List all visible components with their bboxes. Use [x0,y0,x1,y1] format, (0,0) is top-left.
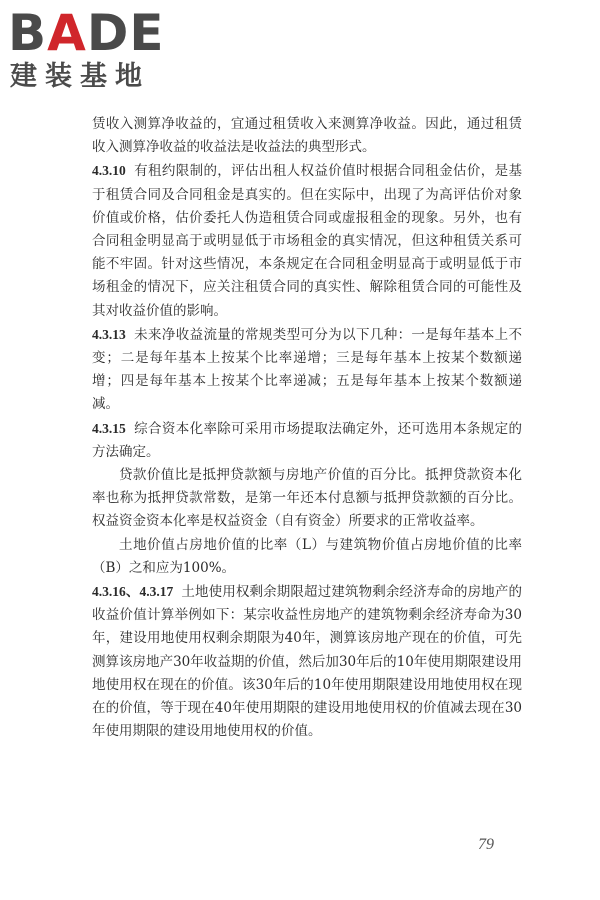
logo-letter-a: A [47,4,87,62]
clause-text: 有租约限制的，评估出租人权益价值时根据合同租金估价，是基于租赁合同及合同租金是真实的。但在实际中，出现了为高评估价对象价值或价格，估价委托人伪造租赁合同或虚报租金的现象。另外，也有合同租金明显高于或明显低于市场租金的真实情况，但这种租赁关系可能不牢固。针对这些情况，本条规定在合同租金明显高于或明显低于市场租金的情况下，应关注租赁合同的真实性、解除租赁合同的可能性及其对收益价值的影响。 [92,163,522,319]
paragraph-land-ratio [92,534,522,580]
clause-4-3-10 [92,159,522,322]
logo-wordmark [8,6,165,60]
logo-letters-de: DE [86,4,165,62]
logo-subtitle: 建装基地 [10,61,150,92]
clause-text: 综合资本化率除可采用市场提取法确定外，还可选用本条规定的方法确定。 [92,420,522,460]
brand-logo [8,6,178,96]
paragraph-text: 贷款价值比是抵押贷款额与房地产价值的百分比。抵押贷款资本化率也称为抵押贷款常数，是第一年还本付息额与抵押贷款额的百分比。权益资金资本化率是权益资金（自有资金）所要求的正常收益率。 [92,467,522,530]
clause-4-3-15 [92,417,522,464]
clause-4-3-16-17 [92,580,522,743]
paragraph-loan-ratio [92,464,522,534]
clause-4-3-13 [92,323,522,417]
page-number: 79 [478,836,494,853]
clause-number: 4.3.13 [92,326,126,342]
clause-number: 4.3.10 [92,163,126,179]
paragraph-text: 土地价值占房地价值的比率（L）与建筑物价值占房地价值的比率（B）之和应为100%。 [92,536,522,576]
clause-text: 未来净收益流量的常规类型可分为以下几种：一是每年基本上不变；二是每年基本上按某个比率递增；三是每年基本上按某个数额递增；四是每年基本上按某个比率递减；五是每年基本上按某个数额递减。 [92,326,522,413]
paragraph-continuation [92,113,522,159]
logo-letter-b: B [8,4,48,62]
clause-number: 4.3.16、4.3.17 [92,584,174,600]
clause-text: 土地使用权剩余期限超过建筑物剩余经济寿命的房地产的收益价值计算举例如下：某宗收益性房地产的建筑物剩余经济寿命为30年，建设用地使用权剩余期限为40年，测算该房地产现在的价值，可先测算该房地产30年收益期的价值，然后加30年后的10年使用期限建设用地使用权在现在的价值。该30年后的10年使用期限建设用地使用权在现在的价值，等于现在40年使用期限的建设用地使用权的价值减去现在30年使用期限的建设用地使用权的价值。 [92,584,523,740]
body-text [92,113,522,743]
clause-number: 4.3.15 [92,420,126,436]
paragraph-text: 赁收入测算净收益的，宜通过租赁收入来测算净收益。因此，通过租赁收入测算净收益的收益法是收益法的典型形式。 [92,116,522,156]
